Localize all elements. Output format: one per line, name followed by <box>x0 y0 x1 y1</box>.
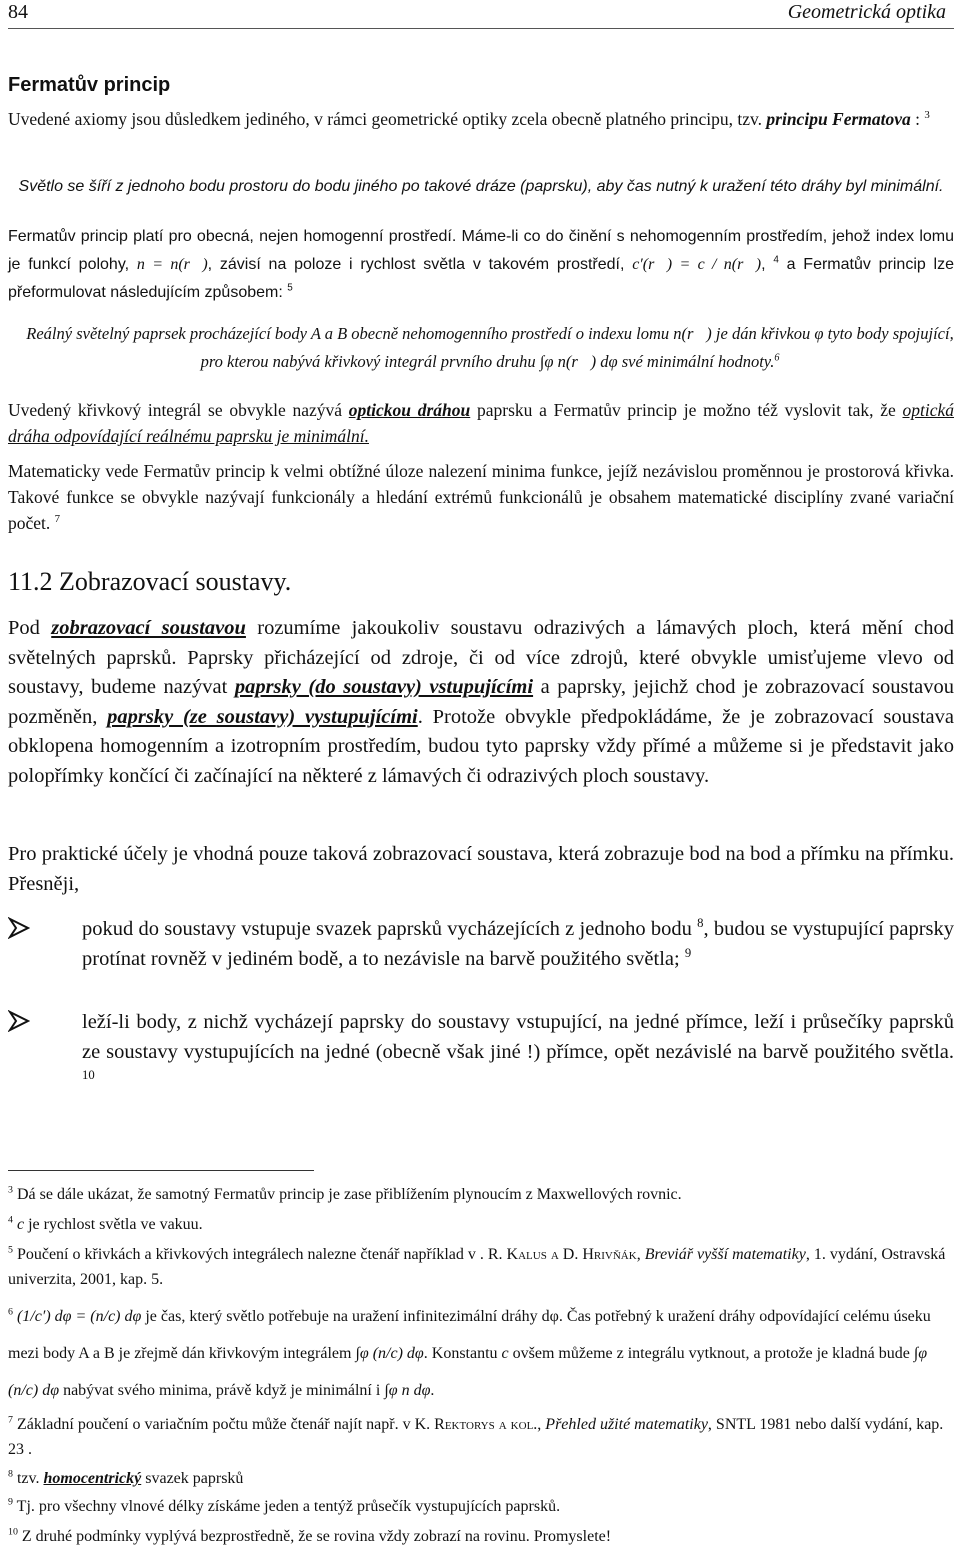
text: a Fermatův princip lze přeformulovat následujícím způsobem: <box>8 256 955 301</box>
page-number: 84 <box>8 1 28 23</box>
text: , budou se vystupující paprsky protínat rovněž v jediném bodě, a to nezávisle na barvě použitého světla; <box>82 918 955 970</box>
text: Matematicky vede Fermatův princip k velmi obtížné úloze nalezení minima funkce, jejíž nezávislou proměnnou je prostorová křivka. Takové funkce se obvykle nazývají funkcionály a hledání extrémů funkcionálů je obsahem matematické disciplíny zvané variační počet. <box>8 461 954 533</box>
bullet-text <box>82 915 954 974</box>
text: je dán křivkou φ tyto body spojující, pro kterou nabývá křivkový integrál prvního druhu <box>200 324 954 371</box>
text: leží-li body, z nichž vycházejí paprsky do soustavy vstupující, na jedné přímce, leží i průsečíky paprsků ze soustavy vystupujících na jedné (obecně však jiné !) přímce, opět nezávislé na barvě použitého světla. <box>82 1011 954 1063</box>
intro-tail: : <box>910 109 925 129</box>
footnote-text: Z druhé podmínky vyplývá bezprostředně, že se rovina vždy zobrazí na rovinu. Promyslete! <box>21 1528 612 1545</box>
text: Pod <box>8 617 52 639</box>
text: D. <box>558 1246 583 1263</box>
section-heading-imaging: 11.2 Zobrazovací soustavy. <box>8 567 292 596</box>
section-heading-fermat: Fermatův princip <box>8 74 171 96</box>
footnote-text: Tj. pro všechny vlnové délky získáme jeden a tentýž průsečík vystupujících paprsků. <box>16 1498 561 1515</box>
text: pokud do soustavy vstupuje svazek paprsků vycházejících z jednoho bodu <box>82 918 698 940</box>
text: své minimální hodnoty. <box>617 352 775 371</box>
footnote-9 <box>8 1494 954 1519</box>
footnote-text: Poučení o křivkách a křivkových integrálech nalezne čtenář například v . R. <box>16 1246 507 1263</box>
author-rektorys: Rektorys a kol. <box>434 1416 538 1433</box>
text: rozumíme jakoukoliv soustavu odrazivých a lámavých ploch, která mění chod světelných paprsků. Paprsky přicházející od zdroje, či od více zdrojů, které obvykle umisťujeme vlevo od soustavy, budeme nazývat <box>8 617 954 698</box>
text: tzv. <box>16 1470 44 1487</box>
paragraph-intro <box>8 106 954 132</box>
book-title: Breviář vyšší matematiky <box>644 1246 806 1263</box>
footnote-number: 4 <box>8 1214 13 1226</box>
arrow-bullet-icon <box>8 917 30 939</box>
math-n-of-r: n(r⃗) <box>673 324 712 343</box>
intro-term: principu Fermatova <box>766 109 911 129</box>
term-optical-path: optickou dráhou <box>348 400 471 420</box>
footnote-ref-4[interactable]: 4 <box>773 254 779 266</box>
footnote-number: 10 <box>8 1526 18 1538</box>
paragraph-practical: Pro praktické účely je vhodná pouze taková zobrazovací soustava, která zobrazuje bod na bod a přímku na přímku. Přesněji, <box>8 843 954 895</box>
footnote-8 <box>8 1466 954 1491</box>
footnote-text: . <box>430 1382 435 1399</box>
paragraph-optical-path <box>8 397 954 449</box>
text: , <box>537 1416 546 1433</box>
intro-text: Uvedené axiomy jsou důsledkem jediného, v rámci geometrické optiky zcela obecně platného principu, tzv. <box>8 109 767 129</box>
footnote-5 <box>8 1242 954 1292</box>
footnote-text: ovšem můžeme z integrálu vytknout, a protože je kladná bude <box>508 1345 914 1362</box>
footnote-ref-5[interactable]: 5 <box>287 282 293 294</box>
footnote-ref-7[interactable]: 7 <box>54 513 61 526</box>
fermat-reformulation <box>26 320 954 376</box>
text: , <box>636 1246 645 1263</box>
math-time-element: (1/c′) dφ = (n/c) dφ <box>16 1308 142 1325</box>
term-incoming-rays: paprsky (do soustavy) vstupujícími <box>234 676 534 698</box>
footnote-number: 5 <box>8 1244 13 1256</box>
footnote-text: nabývat svého minima, právě když je minimální i <box>59 1382 385 1399</box>
footnote-text: je čas, který světlo potřebuje na uražení infinitezimální dráhy dφ. Čas potřebný k uražení dráhy odpovídající celému úseku mezi body A a B je zřejmě dán křivkovým integrálem <box>8 1308 931 1362</box>
footnote-ref-9[interactable]: 9 <box>684 945 692 960</box>
footnote-number: 7 <box>8 1414 13 1426</box>
bullet-text <box>82 1008 954 1097</box>
math-integral-time: ∫φ (n/c) dφ <box>355 1345 424 1362</box>
text: , závisí na poloze i rychlost světla v takovém prostředí, <box>207 256 633 273</box>
paragraph-inhomogeneous <box>8 223 954 307</box>
text: paprsku a Fermatův princip je možno též vyslovit tak, že <box>470 400 903 420</box>
footnote-divider <box>8 1170 314 1171</box>
paragraph-variational <box>8 458 954 536</box>
footnote-text: je rychlost světla ve vakuu. <box>24 1216 203 1233</box>
footnote-4 <box>8 1212 954 1237</box>
math-c-prime: c′(r⃗) = c / n(r⃗) <box>632 256 762 273</box>
footnote-text: Základní poučení o variačním počtu může čtenář najít např. v K. <box>16 1416 435 1433</box>
fermat-statement: Světlo se šíří z jednoho bodu prostoru do bodu jiného po takové dráze (paprsku), aby čas nutný k uražení této dráhy byl minimální. <box>18 178 944 195</box>
math-n-of-r: n = n(r⃗) <box>136 256 208 273</box>
footnote-10 <box>8 1524 954 1549</box>
symbol-c: c <box>501 1345 509 1362</box>
text: , <box>761 256 774 273</box>
footnote-number: 9 <box>8 1496 13 1508</box>
footnote-7 <box>8 1412 954 1462</box>
optical-path-statement: optická dráha odpovídající reálnému paprsku je minimální. <box>8 400 955 446</box>
text: , SNTL 1981 nebo další vydání, kap. 23 . <box>8 1416 944 1458</box>
footnote-number: 3 <box>8 1184 13 1196</box>
footnote-number: 6 <box>8 1306 13 1318</box>
footnote-ref-10[interactable]: 10 <box>82 1068 95 1083</box>
term-homocentric: homocentrický <box>43 1470 142 1487</box>
author-hrivnak: Hrivňák <box>582 1246 637 1263</box>
paragraph-imaging-systems <box>8 614 954 791</box>
symbol-c: c <box>16 1216 25 1233</box>
page-header <box>8 0 954 29</box>
term-outgoing-rays: paprsky (ze soustavy) vystupujícími <box>107 705 418 728</box>
text: a paprsky, jejichž chod je zobrazovací soustavou pozměněn, <box>8 676 954 728</box>
footnote-3 <box>8 1182 954 1207</box>
text: Uvedený křivkový integrál se obvykle nazývá <box>8 400 349 420</box>
term-imaging-system: zobrazovací soustavou <box>51 617 246 639</box>
footnote-text: . Konstantu <box>423 1345 502 1362</box>
arrow-bullet-icon <box>8 1010 30 1032</box>
footnote-text: Dá se dále ukázat, že samotný Fermatův princip je zase přiblížením plynoucím z Maxwellových rovnic. <box>16 1186 682 1203</box>
math-integral-time: ∫φ (n/c) dφ <box>8 1345 928 1399</box>
footnote-6 <box>8 1298 954 1409</box>
footnote-ref-3[interactable]: 3 <box>924 109 930 122</box>
author-kalus: Kalus a <box>506 1246 559 1263</box>
math-integral-optical-path: ∫φ n dφ <box>384 1382 431 1399</box>
book-title: Přehled užité matematiky <box>545 1416 708 1433</box>
footnote-ref-6[interactable]: 6 <box>774 352 780 364</box>
math-line-integral: ∫φ n(r⃗) dφ <box>539 352 618 371</box>
text: . Protože obvykle předpokládáme, že je zobrazovací soustava obklopena homogenním a izotropním prostředím, budou tyto paprsky vždy přímé a můžeme si je představit jako polopřímky končící či začínající na některé z lámavých či odrazivých ploch soustavy. <box>8 705 954 787</box>
running-title: Geometrická optika <box>787 1 946 23</box>
footnote-number: 8 <box>8 1468 13 1480</box>
text: svazek paprsků <box>141 1470 244 1487</box>
footnote-ref-8[interactable]: 8 <box>697 916 704 931</box>
text: , 1. vydání, Ostravská univerzita, 2001, kap. 5. <box>8 1246 946 1288</box>
text: Fermatův princip platí pro obecná, nejen homogenní prostředí. Máme-li co do činění s nehomogenním prostředím, jehož index lomu je funkcí polohy, <box>8 228 954 273</box>
text: Reálný světelný paprsek procházející body A a B obecně nehomogenního prostředí o indexu lomu <box>26 324 674 343</box>
